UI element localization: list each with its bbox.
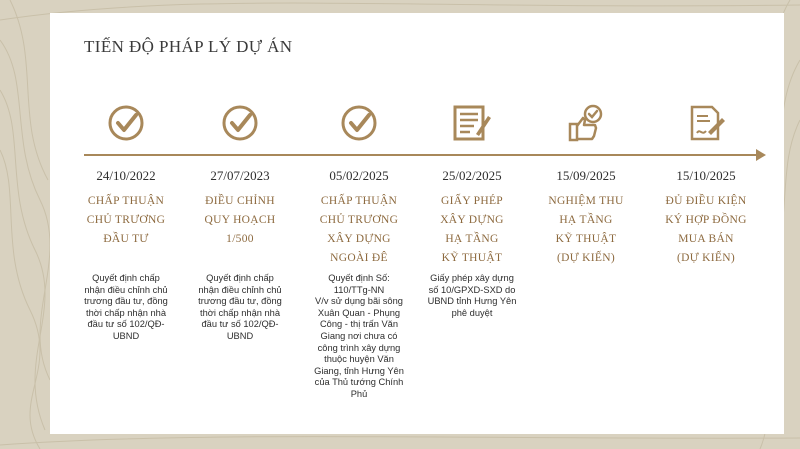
content-card <box>50 13 784 434</box>
milestone-heading: ĐIỀU CHỈNH QUY HOẠCH 1/500 <box>204 195 276 245</box>
milestone-heading: GIẤY PHÉP XÂY DỰNG HẠ TẦNG KỸ THUẬT <box>440 195 504 264</box>
milestone-date: 15/10/2025 <box>676 168 736 183</box>
checkmark-circle-icon <box>66 103 186 143</box>
milestone-4-description: Giấy phép xây dựng số 10/GPXD-SXD do UBND tỉnh Hưng Yên phê duyệt <box>427 273 517 318</box>
checkmark-circle-icon <box>299 103 419 143</box>
document-pen-icon <box>412 103 532 143</box>
milestone-6 <box>646 103 766 268</box>
milestone-date: 25/02/2025 <box>442 168 502 183</box>
checkmark-circle-icon <box>180 103 300 143</box>
milestone-1-description: Quyết định chấp nhận điều chỉnh chủ trương đầu tư, đồng thời chấp nhận nhà đầu tư số 102/QĐ- UBND <box>84 273 168 341</box>
milestone-date: 15/09/2025 <box>556 168 616 183</box>
page-title: TIẾN ĐỘ PHÁP LÝ DỰ ÁN <box>84 37 293 56</box>
milestone-heading: CHẤP THUẬN CHỦ TRƯƠNG XÂY DỰNG NGOÀI ĐÊ <box>319 195 399 264</box>
milestone-3-description: Quyết định Số: 110/TTg-NN V/v sử dụng bãi sông Xuân Quan - Phụng Công - thị trấn Văn Giang nơi chưa có công trình xây dựng thuộc huyện Văn Giang, tỉnh Hưng Yên của Thủ tướng Chính Phủ <box>314 273 404 399</box>
milestone-date: 27/07/2023 <box>210 168 270 183</box>
contract-sign-icon <box>646 103 766 143</box>
milestone-3 <box>299 103 419 268</box>
milestone-4 <box>412 103 532 268</box>
milestone-heading: NGHIỆM THU HẠ TẦNG KỸ THUẬT (DỰ KIẾN) <box>548 195 624 264</box>
milestone-2-description: Quyết định chấp nhận điều chỉnh chủ trương đầu tư, đồng thời chấp nhận nhà đầu tư số 102/QĐ- UBND <box>198 273 282 341</box>
thumbs-up-check-icon <box>526 103 646 143</box>
milestone-1 <box>66 103 186 249</box>
milestone-heading: ĐỦ ĐIỀU KIỆN KÝ HỢP ĐỒNG MUA BÁN (DỰ KIẾN) <box>665 195 747 264</box>
milestone-heading: CHẤP THUẬN CHỦ TRƯƠNG ĐẦU TƯ <box>86 195 166 245</box>
milestone-date: 05/02/2025 <box>329 168 389 183</box>
milestone-5 <box>526 103 646 268</box>
milestone-date: 24/10/2022 <box>96 168 156 183</box>
milestone-2 <box>180 103 300 249</box>
